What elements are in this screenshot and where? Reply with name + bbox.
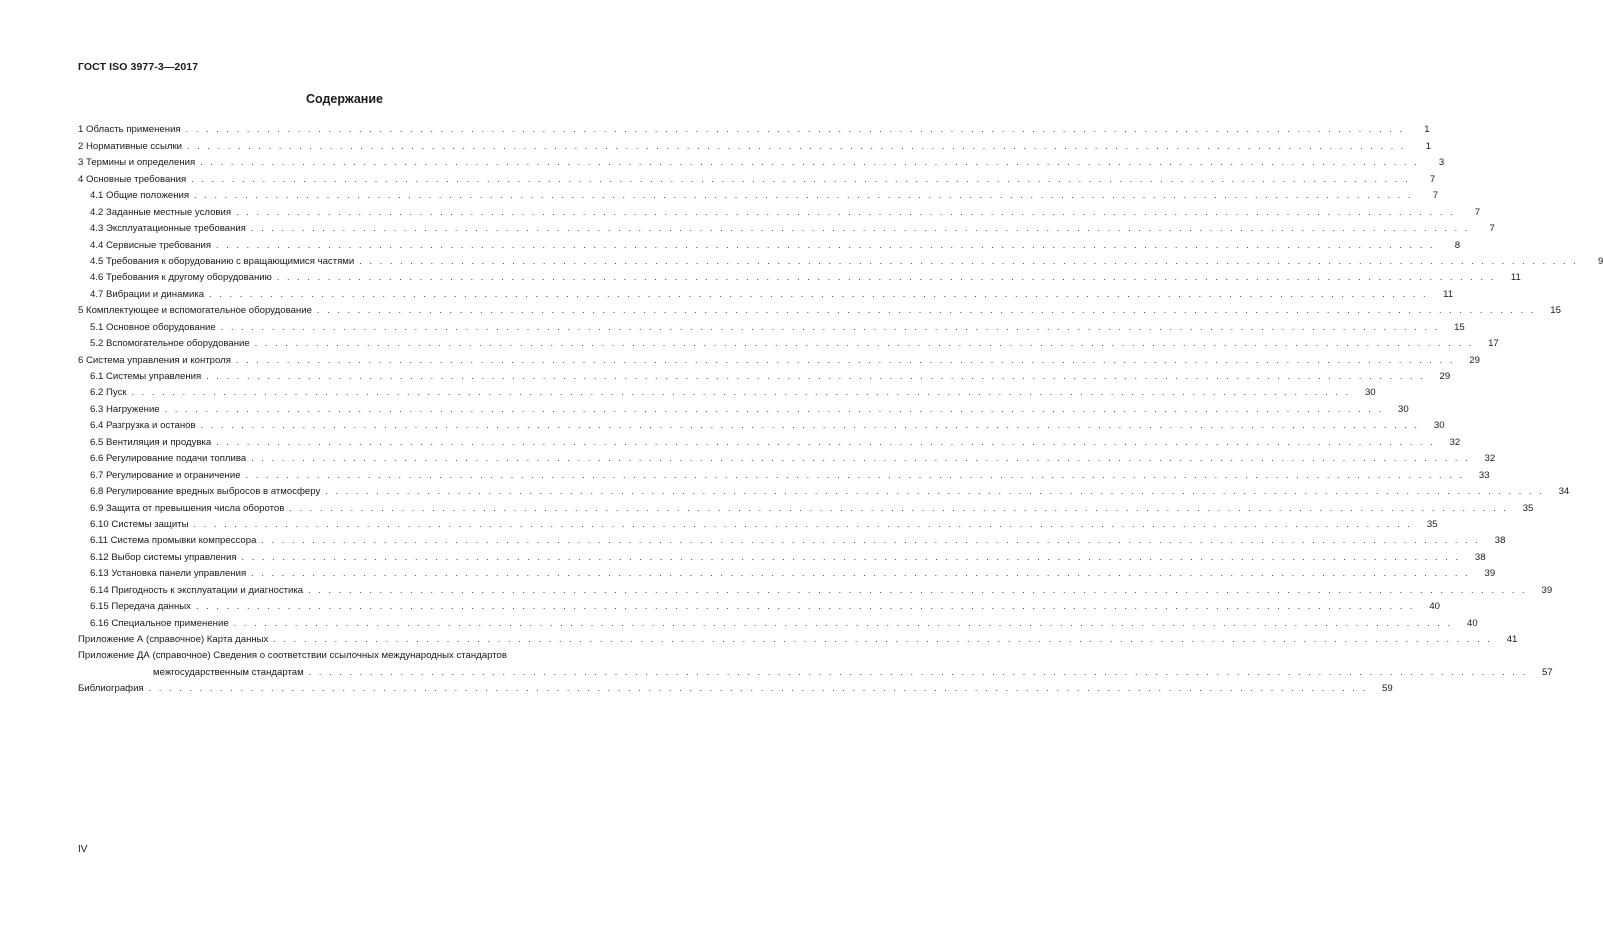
toc-entry-page: 32 <box>1484 453 1496 465</box>
toc-entry-label: 4.5 Требования к оборудованию с вращающимися частями <box>90 255 355 267</box>
toc-entry-label: 5 Комплектующее и вспомогательное оборудование <box>78 305 312 317</box>
toc-entry-page: 35 <box>1426 518 1438 530</box>
toc-entry-label: 4.3 Эксплуатационные требования <box>90 223 246 235</box>
toc-entry[interactable] <box>78 530 1506 547</box>
toc-entry[interactable] <box>78 218 1495 235</box>
toc-entry-label: 4.7 Вибрации и динамика <box>90 288 205 300</box>
toc-entry[interactable] <box>78 448 1496 465</box>
toc-entry-page: 41 <box>1506 634 1518 645</box>
dot-leader: . . . . . . . . . . . . . . . . . . . . . . . . . . . . . . . . . . . . . . . . . . . . . . . . . . . . . . . . . . . . . . . . . . . . . . . . . . . . . . . . . . . . . . . . . . . . . . . . . . . . . . . . . . . . . . . . . . . . . . . . <box>236 206 1456 217</box>
toc-entry-page: 11 <box>1510 272 1521 284</box>
toc-entry-page: 1 <box>1425 140 1432 152</box>
toc-entry-page: 15 <box>1454 321 1465 333</box>
dot-leader: . . . . . . . . . . . . . . . . . . . . . . . . . . . . . . . . . . . . . . . . . . . . . . . . . . . . . . . . . . . . . . . . . . . . . . . . . . . . . . . . . . . . . . . . . . . . . . . . . . . . . . . . . . . . . . . . . . . . . . . . <box>194 190 1414 201</box>
toc-entry-page: 30 <box>1398 403 1409 415</box>
dot-leader: . . . . . . . . . . . . . . . . . . . . . . . . . . . . . . . . . . . . . . . . . . . . . . . . . . . . . . . . . . . . . . . . . . . . . . . . . . . . . . . . . . . . . . . . . . . . . . . . . . . . . . . . . . . . . . . . . . . . . . . . <box>195 601 1415 612</box>
toc-entry[interactable] <box>78 152 1445 169</box>
toc-entry[interactable] <box>78 497 1534 514</box>
toc-entry-page: 57 <box>1542 666 1553 678</box>
toc-entry[interactable] <box>78 366 1451 382</box>
toc-entry[interactable] <box>78 398 1409 415</box>
toc-entry-label: 6.9 Защита от превышения числа оборотов <box>90 502 285 514</box>
toc-entry-label: 6.11 Система промывки компрессора <box>90 535 257 547</box>
document-header: ГОСТ ISO 3977-3—2017 <box>78 61 199 73</box>
toc-entry-label: 1 Область применения <box>78 124 181 136</box>
toc-entry[interactable] <box>78 514 1438 530</box>
toc-entry[interactable] <box>78 629 1518 645</box>
toc-entry-page: 32 <box>1449 436 1461 448</box>
toc-entry-label: 4.6 Требования к другому оборудованию <box>90 272 272 284</box>
dot-leader: . . . . . . . . . . . . . . . . . . . . . . . . . . . . . . . . . . . . . . . . . . . . . . . . . . . . . . . . . . . . . . . . . . . . . . . . . . . . . . . . . . . . . . . . . . . . . . . . . . . . . . . . . . . . . . . . . . . . . . . . <box>209 288 1429 299</box>
toc-entry-label: 6.3 Нагружение <box>90 403 160 415</box>
toc-entry-label: Библиография <box>78 683 144 695</box>
toc-entry-page: 39 <box>1541 584 1553 596</box>
toc-entry-label: 4 Основные требования <box>78 173 187 185</box>
toc-entry-page: 30 <box>1433 420 1445 432</box>
toc-entry[interactable] <box>78 201 1481 218</box>
page-number: IV <box>78 844 88 855</box>
dot-leader: . . . . . . . . . . . . . . . . . . . . . . . . . . . . . . . . . . . . . . . . . . . . . . . . . . . . . . . . . . . . . . . . . . . . . . . . . . . . . . . . . . . . . . . . . . . . . . . . . . . . . . . . . . . . . . . . . . . . . . . . <box>325 486 1545 497</box>
toc-entry[interactable] <box>78 563 1496 580</box>
toc-entry[interactable] <box>78 135 1432 152</box>
toc-entry-label: 6.4 Разгрузка и останов <box>90 420 196 432</box>
dot-leader: . . . . . . . . . . . . . . . . . . . . . . . . . . . . . . . . . . . . . . . . . . . . . . . . . . . . . . . . . . . . . . . . . . . . . . . . . . . . . . . . . . . . . . . . . . . . . . . . . . . . . . . . . . . . . . . . . . . . . . . . <box>216 436 1436 447</box>
toc-entry-page: 15 <box>1550 305 1561 317</box>
toc-entry-label: 5.2 Вспомогательное оборудование <box>90 338 250 350</box>
dot-leader: . . . . . . . . . . . . . . . . . . . . . . . . . . . . . . . . . . . . . . . . . . . . . . . . . . . . . . . . . . . . . . . . . . . . . . . . . . . . . . . . . . . . . . . . . . . . . . . . . . . . . . . . . . . . . . . . . . . . . . . . <box>193 518 1413 529</box>
toc-entry-label: 6.5 Вентиляция и продувка <box>90 436 212 448</box>
toc-entry-label: 6.13 Установка панели управления <box>90 568 247 580</box>
toc-entry-page: 29 <box>1439 371 1451 382</box>
toc-entry-page: 39 <box>1484 568 1496 580</box>
dot-leader: . . . . . . . . . . . . . . . . . . . . . . . . . . . . . . . . . . . . . . . . . . . . . . . . . . . . . . . . . . . . . . . . . . . . . . . . . . . . . . . . . . . . . . . . . . . . . . . . . . . . . . . . . . . . . . . . . . . . . . . . <box>185 124 1405 135</box>
toc-entry-label: 6.7 Регулирование и ограничение <box>90 469 241 481</box>
toc-entry[interactable] <box>78 185 1439 202</box>
toc-entry-page: 11 <box>1443 288 1454 300</box>
toc-entry[interactable] <box>78 464 1490 481</box>
toc-entry-page: 9 <box>1597 255 1603 267</box>
dot-leader: . . . . . . . . . . . . . . . . . . . . . . . . . . . . . . . . . . . . . . . . . . . . . . . . . . . . . . . . . . . . . . . . . . . . . . . . . . . . . . . . . . . . . . . . . . . . . . . . . . . . . . . . . . . . . . . . . . . . . . . . <box>308 584 1528 595</box>
toc-entry-page: 40 <box>1429 601 1440 613</box>
toc-entry-page: 38 <box>1494 535 1506 547</box>
toc-entry[interactable] <box>78 267 1521 284</box>
toc-entry-page: 35 <box>1522 502 1534 514</box>
toc-entry-label: 3 Термины и определения <box>78 157 196 169</box>
toc-entry-page: 7 <box>1432 190 1439 202</box>
toc-entry-page: 59 <box>1381 683 1393 695</box>
dot-leader: . . . . . . . . . . . . . . . . . . . . . . . . . . . . . . . . . . . . . . . . . . . . . . . . . . . . . . . . . . . . . . . . . . . . . . . . . . . . . . . . . . . . . . . . . . . . . . . . . . . . . . . . . . . . . . . . . . . . . . . . <box>187 140 1407 151</box>
dot-leader: . . . . . . . . . . . . . . . . . . . . . . . . . . . . . . . . . . . . . . . . . . . . . . . . . . . . . . . . . . . . . . . . . . . . . . . . . . . . . . . . . . . . . . . . . . . . . . . . . . . . . . . . . . . . . . . . . . . . . . . . <box>251 568 1471 579</box>
toc-entry[interactable] <box>78 251 1603 267</box>
dot-leader: . . . . . . . . . . . . . . . . . . . . . . . . . . . . . . . . . . . . . . . . . . . . . . . . . . . . . . . . . . . . . . . . . . . . . . . . . . . . . . . . . . . . . . . . . . . . . . . . . . . . . . . . . . . . . . . . . . . . . . . . <box>200 157 1420 168</box>
toc-entry-label: 4.1 Общие положения <box>90 190 190 202</box>
toc-entry-page: 29 <box>1469 354 1480 366</box>
toc-entry-label: 6.6 Регулирование подачи топлива <box>90 453 247 465</box>
toc-entry-label: 4.4 Сервисные требования <box>90 239 212 251</box>
toc-entry-page: 7 <box>1489 223 1495 235</box>
toc-entry-page: 7 <box>1474 206 1481 218</box>
toc-entry[interactable] <box>78 678 1393 695</box>
toc-entry[interactable] <box>78 300 1561 317</box>
toc-entry-label: 2 Нормативные ссылки <box>78 140 183 152</box>
dot-leader: . . . . . . . . . . . . . . . . . . . . . . . . . . . . . . . . . . . . . . . . . . . . . . . . . . . . . . . . . . . . . . . . . . . . . . . . . . . . . . . . . . . . . . . . . . . . . . . . . . . . . . . . . . . . . . . . . . . . . . . . <box>216 239 1436 250</box>
dot-leader: . . . . . . . . . . . . . . . . . . . . . . . . . . . . . . . . . . . . . . . . . . . . . . . . . . . . . . . . . . . . . . . . . . . . . . . . . . . . . . . . . . . . . . . . . . . . . . . . . . . . . . . . . . . . . . . . . . . . . . . . <box>131 387 1351 398</box>
dot-leader: . . . . . . . . . . . . . . . . . . . . . . . . . . . . . . . . . . . . . . . . . . . . . . . . . . . . . . . . . . . . . . . . . . . . . . . . . . . . . . . . . . . . . . . . . . . . . . . . . . . . . . . . . . . . . . . . . . . . . . . . <box>206 371 1426 381</box>
dot-leader: . . . . . . . . . . . . . . . . . . . . . . . . . . . . . . . . . . . . . . . . . . . . . . . . . . . . . . . . . . . . . . . . . . . . . . . . . . . . . . . . . . . . . . . . . . . . . . . . . . . . . . . . . . . . . . . . . . . . . . . . <box>241 551 1461 562</box>
dot-leader: . . . . . . . . . . . . . . . . . . . . . . . . . . . . . . . . . . . . . . . . . . . . . . . . . . . . . . . . . . . . . . . . . . . . . . . . . . . . . . . . . . . . . . . . . . . . . . . . . . . . . . . . . . . . . . . . . . . . . . . . <box>276 272 1496 283</box>
toc-entry-page: 38 <box>1474 551 1486 563</box>
toc-entry[interactable] <box>78 316 1465 333</box>
toc-entry[interactable] <box>78 333 1499 350</box>
toc-entry-label: 6 Система управления и контроля <box>78 354 231 366</box>
dot-leader: . . . . . . . . . . . . . . . . . . . . . . . . . . . . . . . . . . . . . . . . . . . . . . . . . . . . . . . . . . . . . . . . . . . . . . . . . . . . . . . . . . . . . . . . . . . . . . . . . . . . . . . . . . . . . . . . . . . . . . . . <box>261 535 1481 546</box>
dot-leader: . . . . . . . . . . . . . . . . . . . . . . . . . . . . . . . . . . . . . . . . . . . . . . . . . . . . . . . . . . . . . . . . . . . . . . . . . . . . . . . . . . . . . . . . . . . . . . . . . . . . . . . . . . . . . . . . . . . . . . . . <box>200 420 1420 431</box>
dot-leader: . . . . . . . . . . . . . . . . . . . . . . . . . . . . . . . . . . . . . . . . . . . . . . . . . . . . . . . . . . . . . . . . . . . . . . . . . . . . . . . . . . . . . . . . . . . . . . . . . . . . . . . . . . . . . . . . . . . . . . . . <box>359 255 1579 266</box>
toc-entry[interactable] <box>78 579 1553 596</box>
toc-entry[interactable] <box>78 645 1553 678</box>
dot-leader: . . . . . . . . . . . . . . . . . . . . . . . . . . . . . . . . . . . . . . . . . . . . . . . . . . . . . . . . . . . . . . . . . . . . . . . . . . . . . . . . . . . . . . . . . . . . . . . . . . . . . . . . . . . . . . . . . . . . . . . . <box>191 173 1411 184</box>
toc-entry[interactable] <box>78 596 1440 613</box>
toc-entry-page: 34 <box>1558 486 1570 498</box>
toc-entry-label: Приложение А (справочное) Карта данных <box>78 634 269 645</box>
toc-entry-page: 8 <box>1454 239 1461 251</box>
toc-entry-label: 6.2 Пуск <box>90 387 127 399</box>
toc-entry-page: 17 <box>1488 338 1499 350</box>
dot-leader: . . . . . . . . . . . . . . . . . . . . . . . . . . . . . . . . . . . . . . . . . . . . . . . . . . . . . . . . . . . . . . . . . . . . . . . . . . . . . . . . . . . . . . . . . . . . . . . . . . . . . . . . . . . . . . . . . . . . . . . . <box>254 338 1474 349</box>
toc-entry-label: 6.1 Системы управления <box>90 371 202 382</box>
toc-entry[interactable] <box>78 382 1376 399</box>
dot-leader: . . . . . . . . . . . . . . . . . . . . . . . . . . . . . . . . . . . . . . . . . . . . . . . . . . . . . . . . . . . . . . . . . . . . . . . . . . . . . . . . . . . . . . . . . . . . . . . . . . . . . . . . . . . . . . . . . . . . . . . . <box>148 683 1368 694</box>
dot-leader: . . . . . . . . . . . . . . . . . . . . . . . . . . . . . . . . . . . . . . . . . . . . . . . . . . . . . . . . . . . . . . . . . . . . . . . . . . . . . . . . . . . . . . . . . . . . . . . . . . . . . . . . . . . . . . . . . . . . . . . . <box>251 453 1471 464</box>
toc-entry[interactable] <box>78 234 1461 251</box>
toc-entry[interactable] <box>78 481 1570 498</box>
dot-leader: . . . . . . . . . . . . . . . . . . . . . . . . . . . . . . . . . . . . . . . . . . . . . . . . . . . . . . . . . . . . . . . . . . . . . . . . . . . . . . . . . . . . . . . . . . . . . . . . . . . . . . . . . . . . . . . . . . . . . . . . <box>220 321 1440 332</box>
toc-entry-page: 40 <box>1467 617 1478 629</box>
toc-entry-page: 30 <box>1364 387 1376 399</box>
toc-entry[interactable] <box>78 546 1486 563</box>
toc-entry[interactable] <box>78 612 1478 629</box>
dot-leader: . . . . . . . . . . . . . . . . . . . . . . . . . . . . . . . . . . . . . . . . . . . . . . . . . . . . . . . . . . . . . . . . . . . . . . . . . . . . . . . . . . . . . . . . . . . . . . . . . . . . . . . . . . . . . . . . . . . . . . . . <box>235 354 1455 365</box>
page-title: Содержание <box>305 92 383 106</box>
dot-leader: . . . . . . . . . . . . . . . . . . . . . . . . . . . . . . . . . . . . . . . . . . . . . . . . . . . . . . . . . . . . . . . . . . . . . . . . . . . . . . . . . . . . . . . . . . . . . . . . . . . . . . . . . . . . . . . . . . . . . . . . <box>250 223 1470 234</box>
dot-leader: . . . . . . . . . . . . . . . . . . . . . . . . . . . . . . . . . . . . . . . . . . . . . . . . . . . . . . . . . . . . . . . . . . . . . . . . . . . . . . . . . . . . . . . . . . . . . . . . . . . . . . . . . . . . . . . . . . . . . . . . <box>273 634 1493 644</box>
toc-entry-page: 33 <box>1478 469 1490 481</box>
toc-entry-label: 5.1 Основное оборудование <box>90 321 216 333</box>
toc-entry-label: 6.16 Специальное применение <box>90 617 229 629</box>
table-of-contents <box>78 119 1603 695</box>
dot-leader: . . . . . . . . . . . . . . . . . . . . . . . . . . . . . . . . . . . . . . . . . . . . . . . . . . . . . . . . . . . . . . . . . . . . . . . . . . . . . . . . . . . . . . . . . . . . . . . . . . . . . . . . . . . . . . . . . . . . . . . . <box>316 305 1536 316</box>
toc-entry-page: 1 <box>1424 124 1430 136</box>
toc-entry-label: 6.15 Передача данных <box>90 601 191 613</box>
dot-leader: . . . . . . . . . . . . . . . . . . . . . . . . . . . . . . . . . . . . . . . . . . . . . . . . . . . . . . . . . . . . . . . . . . . . . . . . . . . . . . . . . . . . . . . . . . . . . . . . . . . . . . . . . . . . . . . . . . . . . . . . <box>289 502 1509 513</box>
toc-entry-label: 4.2 Заданные местные условия <box>90 206 232 218</box>
dot-leader: . . . . . . . . . . . . . . . . . . . . . . . . . . . . . . . . . . . . . . . . . . . . . . . . . . . . . . . . . . . . . . . . . . . . . . . . . . . . . . . . . . . . . . . . . . . . . . . . . . . . . . . . . . . . . . . . . . . . . . . . <box>233 617 1453 628</box>
toc-entry-label: 6.10 Системы защиты <box>90 518 189 530</box>
dot-leader: . . . . . . . . . . . . . . . . . . . . . . . . . . . . . . . . . . . . . . . . . . . . . . . . . . . . . . . . . . . . . . . . . . . . . . . . . . . . . . . . . . . . . . . . . . . . . . . . . . . . . . . . . . . . . . . . . . . . . . . . <box>308 666 1528 677</box>
toc-entry[interactable] <box>78 415 1445 432</box>
toc-entry[interactable] <box>78 349 1480 366</box>
toc-entry-label: 6.8 Регулирование вредных выбросов в атмосферу <box>90 486 321 498</box>
toc-entry-label: Приложение ДА (справочное) Сведения о соответствии ссылочных международных стандартов <box>78 650 507 662</box>
toc-entry[interactable] <box>78 283 1454 300</box>
toc-entry[interactable] <box>78 431 1461 448</box>
toc-entry-page: 7 <box>1429 173 1436 185</box>
toc-entry-label: 6.12 Выбор системы управления <box>90 551 237 563</box>
toc-entry-label-continued: межгосударственным стандартам <box>153 666 304 678</box>
toc-entry[interactable] <box>78 119 1430 136</box>
toc-entry[interactable] <box>78 168 1436 185</box>
toc-entry-label: 6.14 Пригодность к эксплуатации и диагностика <box>90 584 304 596</box>
toc-entry-page: 3 <box>1438 157 1445 169</box>
dot-leader: . . . . . . . . . . . . . . . . . . . . . . . . . . . . . . . . . . . . . . . . . . . . . . . . . . . . . . . . . . . . . . . . . . . . . . . . . . . . . . . . . . . . . . . . . . . . . . . . . . . . . . . . . . . . . . . . . . . . . . . . <box>245 469 1465 480</box>
dot-leader: . . . . . . . . . . . . . . . . . . . . . . . . . . . . . . . . . . . . . . . . . . . . . . . . . . . . . . . . . . . . . . . . . . . . . . . . . . . . . . . . . . . . . . . . . . . . . . . . . . . . . . . . . . . . . . . . . . . . . . . . <box>164 403 1384 414</box>
